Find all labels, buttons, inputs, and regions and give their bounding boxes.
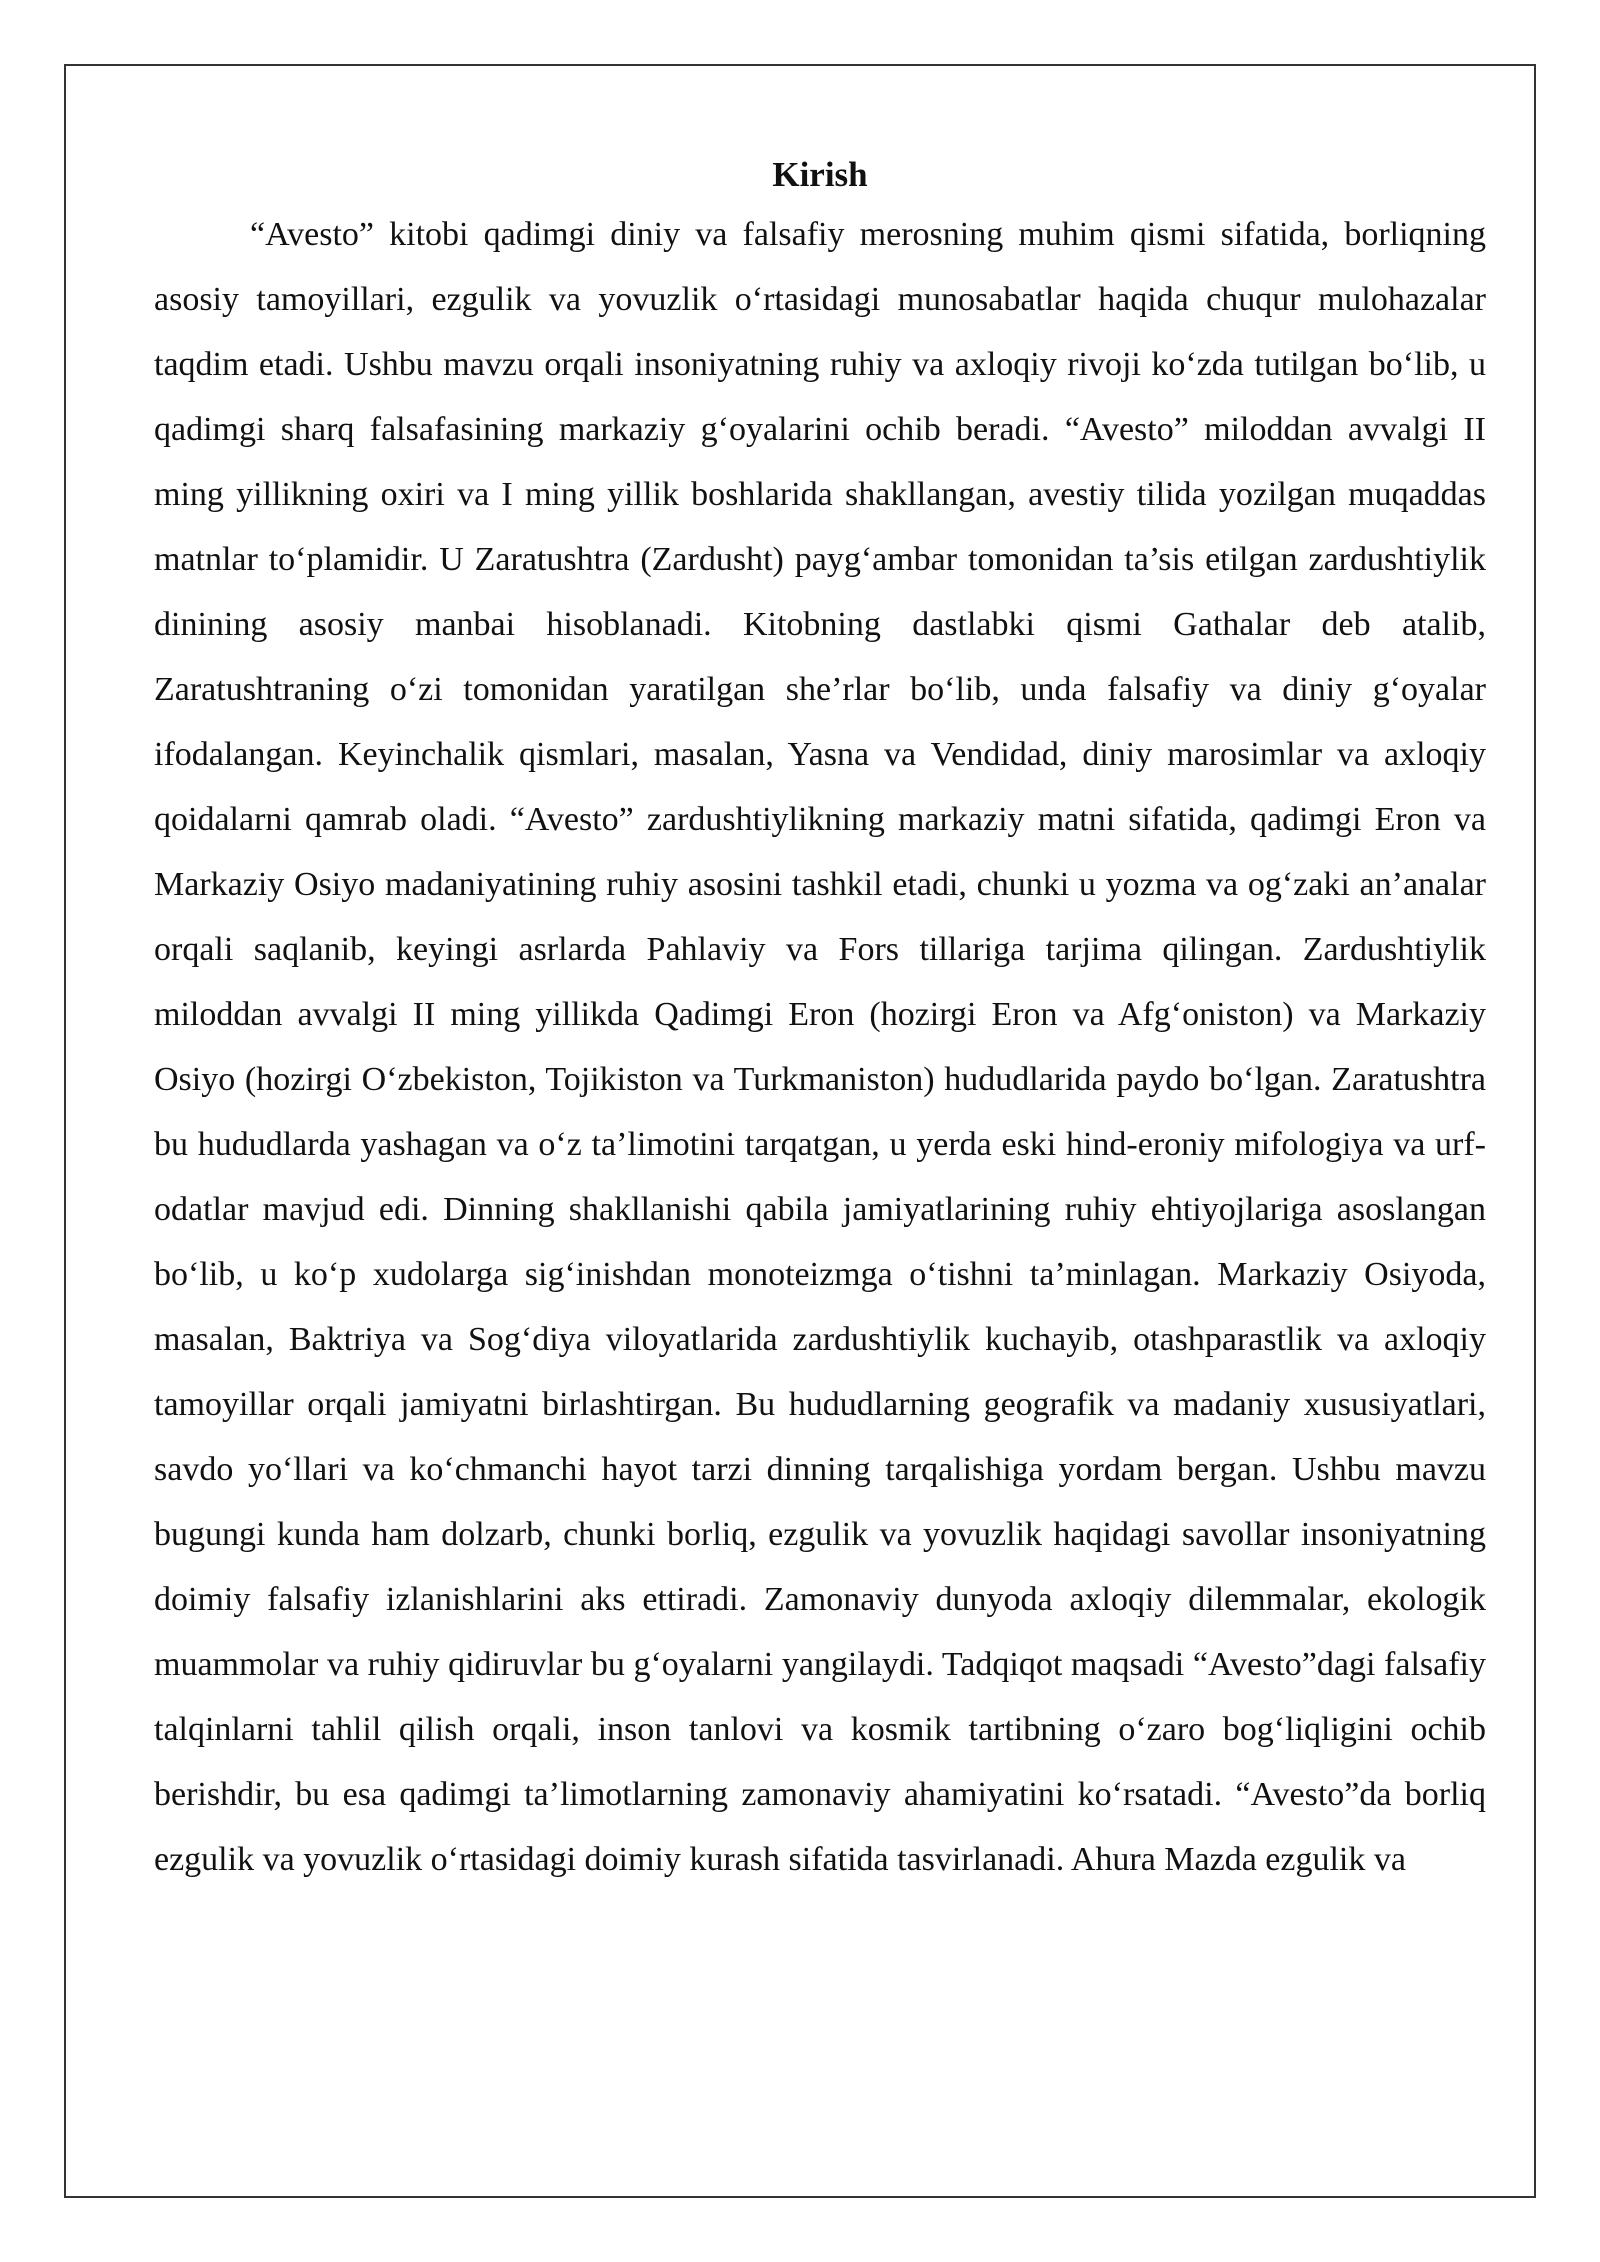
intro-paragraph: “Avesto” kitobi qadimgi diniy va falsafiy merosning muhim qismi sifatida, borliqning asosiy tamoyillari, ezgulik va yovuzlik o‘rtasidagi munosabatlar haqida chuqur mulohazalar taqdim etadi. Ushbu mavzu orqali insoniyatning ruhiy va axloqiy rivoji ko‘zda tutilgan bo‘lib, u qadimgi sharq falsafasining markaziy g‘oyalarini ochib beradi. “Avesto” miloddan avvalgi II ming yillikning oxiri va I ming yillik boshlarida shakllangan, avestiy tilida yozilgan muqaddas matnlar to‘plamidir. U Zaratushtra (Zardusht) payg‘ambar tomonidan ta’sis etilgan zardushtiylik dinining asosiy manbai hisoblanadi. Kitobning dastlabki qismi Gathalar deb atalib, Zaratushtraning o‘zi tomonidan yaratilgan she’rlar bo‘lib, unda falsafiy va diniy g‘oyalar ifodalangan. Keyinchalik qismlari, masalan, Yasna va Vendidad, diniy marosimlar va axloqiy qoidalarni qamrab oladi. “Avesto” zardushtiylikning markaziy matni sifatida, qadimgi Eron va Markaziy Osiyo madaniyatining ruhiy asosini tashkil etadi, chunki u yozma va og‘zaki an’analar orqali saqlanib, keyingi asrlarda Pahlaviy va Fors tillariga tarjima qilingan. Zardushtiylik miloddan avvalgi II ming yillikda Qadimgi Eron (hozirgi Eron va Afg‘oniston) va Markaziy Osiyo (hozirgi O‘zbekiston, Tojikiston va Turkmaniston) hududlarida paydo bo‘lgan. Zaratushtra bu hududlarda yashagan va o‘z ta’limotini tarqatgan, u yerda eski hind-eroniy mifologiya va urf-odatlar mavjud edi. Dinning shakllanishi qabila jamiyatlarining ruhiy ehtiyojlariga asoslangan bo‘lib, u ko‘p xudolarga sig‘inishdan monoteizmga o‘tishni ta’minlagan. Markaziy Osiyoda, masalan, Baktriya va Sog‘diya viloyatlarida zardushtiylik kuchayib, otashparastlik va axloqiy tamoyillar orqali jamiyatni birlashtirgan. Bu hududlarning geografik va madaniy xususiyatlari, savdo yo‘llari va ko‘chmanchi hayot tarzi dinning tarqalishiga yordam bergan. Ushbu mavzu bugungi kunda ham dolzarb, chunki borliq, ezgulik va yovuzlik haqidagi savollar insoniyatning doimiy falsafiy izlanishlarini aks ettiradi. Zamonaviy dunyoda axloqiy dilemmalar, ekologik muammolar va ruhiy qidiruvlar bu g‘oyalarni yangilaydi. Tadqiqot maqsadi “Avesto”dagi falsafiy talqinlarni tahlil qilish orqali, inson tanlovi va kosmik tartibning o‘zaro bog‘liqligini ochib berishdir, bu esa qadimgi ta’limotlarning zamonaviy ahamiyatini ko‘rsatadi. “Avesto”da borliq ezgulik va yovuzlik o‘rtasidagi doimiy kurash sifatida tasvirlanadi. Ahura Mazda ezgulik va <box>154 216 1486 1878</box>
section-title: Kirish <box>772 155 868 194</box>
document-body <box>154 148 1486 1892</box>
